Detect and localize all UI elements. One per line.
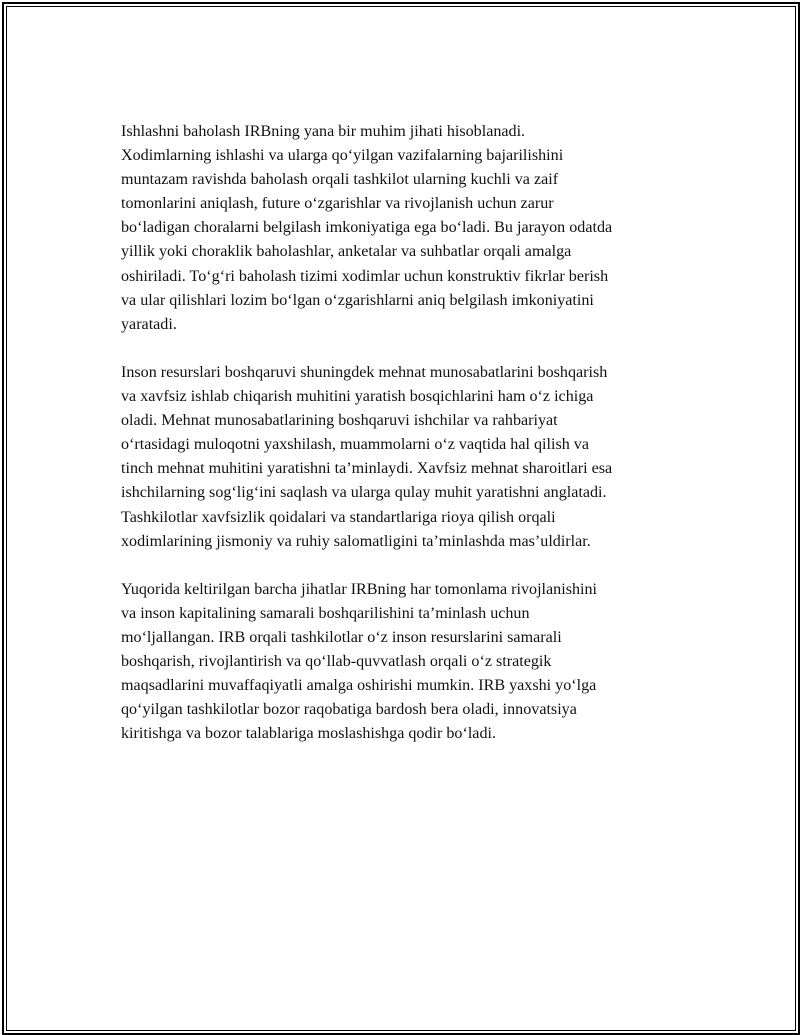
paragraph-line: Xodimlarning ishlashi va ularga qo‘yilgan vazifalarning bajarilishini <box>121 147 564 165</box>
paragraph-line: yillik yoki choraklik baholashlar, anketalar va suhbatlar orqali amalga <box>121 243 572 261</box>
paragraph-line: o‘rtasidagi muloqotni yaxshilash, muammolarni o‘z vaqtida hal qilish va <box>121 436 589 454</box>
paragraph-line: qo‘yilgan tashkilotlar bozor raqobatiga bardosh bera oladi, innovatsiya <box>121 701 577 719</box>
paragraph-line: xodimlarining jismoniy va ruhiy salomatligini ta’minlashda mas’uldirlar. <box>121 532 591 550</box>
paragraph-3 <box>121 578 693 747</box>
paragraph-line: kiritishga va bozor talablariga moslashishga qodir bo‘ladi. <box>121 725 496 743</box>
paragraph-2 <box>121 361 693 554</box>
paragraph-line: Tashkilotlar xavfsizlik qoidalari va standartlariga rioya qilish orqali <box>121 508 556 526</box>
paragraph-line: maqsadlarini muvaffaqiyatli amalga oshirishi mumkin. IRB yaxshi yo‘lga <box>121 677 597 695</box>
paragraph-1 <box>121 120 693 337</box>
paragraph-line: oshiriladi. To‘g‘ri baholash tizimi xodimlar uchun konstruktiv fikrlar berish <box>121 267 609 285</box>
paragraph-line: tinch mehnat muhitini yaratishni ta’minlaydi. Xavfsiz mehnat sharoitlari esa <box>121 460 613 478</box>
paragraph-line: muntazam ravishda baholash orqali tashkilot ularning kuchli va zaif <box>121 171 559 189</box>
paragraph-line: tomonlarini aniqlash, future o‘zgarishlar va rivojlanish uchun zarur <box>121 195 554 213</box>
paragraph-line: Yuqorida keltirilgan barcha jihatlar IRBning har tomonlama rivojlanishini <box>121 580 597 598</box>
paragraph-line: va xavfsiz ishlab chiqarish muhitini yaratish bosqichlarini ham o‘z ichiga <box>121 388 594 406</box>
paragraph-line: va inson kapitalining samarali boshqarilishini ta’minlash uchun <box>121 604 530 622</box>
paragraph-line: boshqarish, rivojlantirish va qo‘llab-quvvatlash orqali o‘z strategik <box>121 653 552 671</box>
paragraph-line: yaratadi. <box>121 315 177 333</box>
document-body <box>121 120 693 771</box>
paragraph-line: ishchilarning sog‘lig‘ini saqlash va ularga qulay muhit yaratishni anglatadi. <box>121 484 607 502</box>
paragraph-line: Ishlashni baholash IRBning yana bir muhim jihati hisoblanadi. <box>121 123 526 140</box>
page-frame <box>2 2 800 1035</box>
paragraph-line: Inson resurslari boshqaruvi shuningdek mehnat munosabatlarini boshqarish <box>121 363 608 381</box>
paragraph-line: mo‘ljallangan. IRB orqali tashkilotlar o‘z inson resurslarini samarali <box>121 628 562 646</box>
paragraph-line: oladi. Mehnat munosabatlarining boshqaruvi ishchilar va rahbariyat <box>121 412 558 430</box>
paragraph-line: va ular qilishlari lozim bo‘lgan o‘zgarishlarni aniq belgilash imkoniyatini <box>121 291 594 309</box>
paragraph-line: bo‘ladigan choralarni belgilash imkoniyatiga ega bo‘ladi. Bu jarayon odatda <box>121 219 613 237</box>
